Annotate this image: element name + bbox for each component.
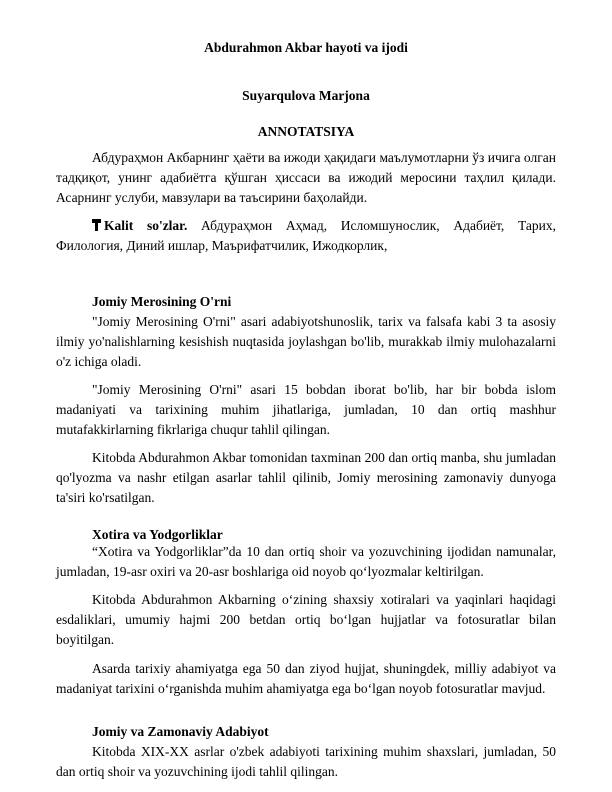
- paragraph: “Xotira va Yodgorliklar”da 10 dan ortiq shoir va yozuvchining ijodidan namunalar, jumladan, 19-asr oxiri va 20-asr boshlariga oid noyob qo‘lyozmalar keltirilgan.: [56, 544, 556, 579]
- pin-icon: [92, 219, 101, 231]
- section-heading-jomiy-va-zamonaviy-adabiyot: Jomiy va Zamonaviy Adabiyot: [92, 724, 269, 739]
- section-heading-jomiy-merosining-orni: Jomiy Merosining O'rni: [92, 294, 232, 309]
- paragraph: Kitobda Abdurahmon Akbar tomonidan taxminan 200 dan ortiq manba, shu jumladan qo'lyozma va nashr etilgan asarlar tahlil qilinib, Jomiy merosining zamonaviy dunyoga ta'siri ko'rsatilgan.: [56, 450, 556, 505]
- paragraph: "Jomiy Merosining O'rni" asari 15 bobdan iborat bo'lib, har bir bobda islom madaniyati va tarixining muhim jihatlariga, jumladan, 10 dan ortiq mashhur mutafakkirlarning fikrlariga chuqur tahlil qilingan.: [56, 382, 556, 437]
- document-title: Abdurahmon Akbar hayoti va ijodi: [204, 40, 408, 55]
- annotation-heading: [0, 124, 612, 140]
- keywords-text: Абдураҳмон Аҳмад, Исломшунослик, Адабиёт, Тарих, Филология, Диний ишлар, Маърифатчилик, Ижодкорлик,: [56, 218, 557, 253]
- annotation-text: Абдураҳмон Акбарнинг ҳаёти ва ижоди ҳақидаги маълумотларни ўз ичига олган тадқиқот, унинг адабиётга қўшган ҳиссаси ва ижодий меросини таҳлил қилади. Асарнинг услуби, мавзулари ва таъсирини баҳолайди.: [56, 150, 556, 205]
- annotation-heading-text: ANNOTATSIYA: [257, 124, 355, 139]
- paragraph: Kitobda Abdurahmon Akbarning o‘zining shaxsiy xotiralari va yaqinlari haqidagi esdaliklari, umumiy hajmi 200 betdan ortiq bo‘lgan hujjatlar va fotosuratlar bilan boyitilgan.: [56, 592, 556, 647]
- keywords-paragraph: [56, 216, 556, 256]
- keywords-label: Kalit so'zlar.: [104, 218, 188, 233]
- paragraph: Kitobda XIX-XX asrlar o'zbek adabiyoti tarixining muhim shaxslari, jumladan, 50 dan ortiq shoir va yozuvchining ijodi tahlil qilingan.: [56, 744, 556, 779]
- paragraph: "Jomiy Merosining O'rni" asari adabiyotshunoslik, tarix va falsafa kabi 3 ta asosiy ilmiy yo'nalishlarning kesishish nuqtasida joylashgan bo'lib, murakkab ilmiy mulohazalarni o'z ichiga oladi.: [56, 314, 556, 369]
- paragraph: Asarda tarixiy ahamiyatga ega 50 dan ziyod hujjat, shuningdek, milliy adabiyot va madaniyat tarixini o‘rganishda muhim ahamiyatga ega bo‘lgan noyob fotosuratlar mavjud.: [56, 661, 556, 696]
- section-heading-xotira-va-yodgorliklar: Xotira va Yodgorliklar: [92, 527, 223, 542]
- author-name: Suyarqulova Marjona: [242, 88, 370, 103]
